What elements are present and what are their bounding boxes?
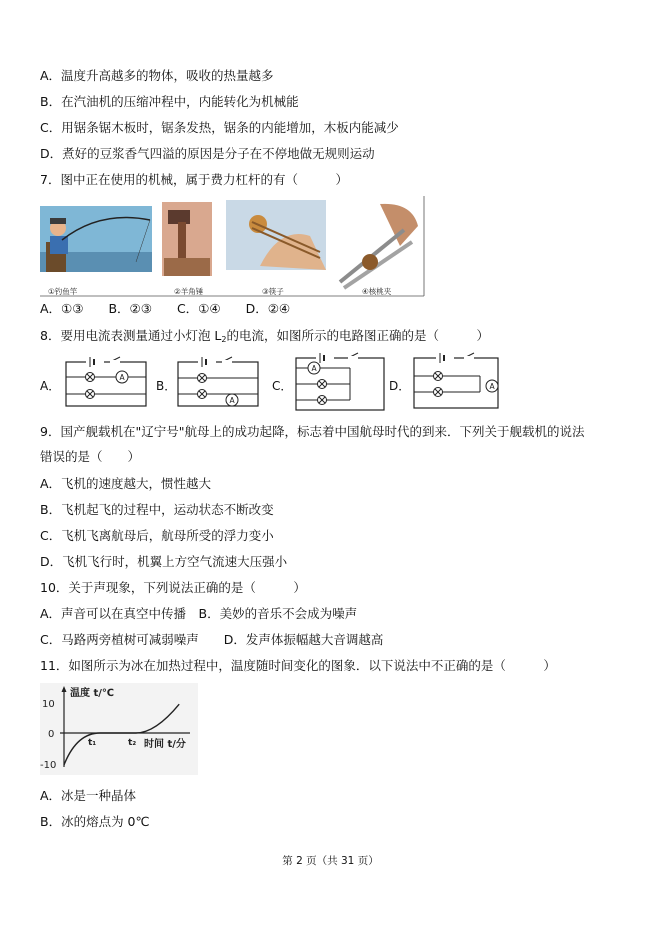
caption-fishing-rod: ①钓鱼竿 xyxy=(48,287,78,296)
page-footer: 第 2 页（共 31 页） xyxy=(282,855,379,867)
q8-label-a: A． xyxy=(40,379,61,393)
y-tick-minus-10: -10 xyxy=(40,760,57,771)
q8-label-b: B． xyxy=(156,379,177,393)
claw-hammer-image xyxy=(162,202,212,276)
q9-option-c: C．飞机飞离航母后，航母所受的浮力变小 xyxy=(40,528,274,543)
q11-option-b: B．冰的熔点为 0℃ xyxy=(40,814,150,829)
x-axis-label: 时间 t/分 xyxy=(144,739,186,750)
x-marker-t1: t₁ xyxy=(88,738,97,748)
q8-label-d: D． xyxy=(389,379,411,393)
q6-option-a: A．温度升高越多的物体，吸收的热量越多 xyxy=(40,68,274,83)
q11-option-a: A．冰是一种晶体 xyxy=(40,788,137,803)
q9-option-b: B．飞机起飞的过程中，运动状态不断改变 xyxy=(40,502,274,517)
y-axis-label: 温度 t/℃ xyxy=(70,688,115,699)
q7-lever-figures xyxy=(40,196,424,300)
circuit-d xyxy=(414,353,498,408)
q9-stem-line1: 9．国产舰载机在"辽宁号"航母上的成功起降，标志着中国航母时代的到来．下列关于舰载机的说法 xyxy=(40,424,585,439)
q7-options: A．①③ B．②③ C．①④ D．②④ xyxy=(40,301,291,316)
caption-chopsticks: ③筷子 xyxy=(262,287,284,296)
q8-label-c: C． xyxy=(272,379,293,393)
circuit-c xyxy=(296,353,384,410)
q6-option-c: C．用锯条锯木板时，锯条发热，锯条的内能增加，木板内能减少 xyxy=(40,120,399,135)
circuit-a xyxy=(66,357,146,406)
q8-stem: 8．要用电流表测量通过小灯泡 $L_2$的电流，如图所示的电路图正确的是（ ） xyxy=(40,328,490,344)
q11-stem: 11．如图所示为冰在加热过程中，温度随时间变化的图象．以下说法中不正确的是（ ） xyxy=(40,658,556,673)
q10-options-line2: C．马路两旁植树可减弱噪声 D．发声体振幅越大音调越高 xyxy=(40,632,384,647)
q10-stem: 10．关于声现象，下列说法正确的是（ ） xyxy=(40,580,306,595)
q9-stem-line2: 错误的是（ ） xyxy=(40,449,141,464)
chopsticks-image xyxy=(226,200,326,270)
y-tick-10: 10 xyxy=(42,699,55,710)
q6-option-b: B．在汽油机的压缩冲程中，内能转化为机械能 xyxy=(40,94,299,109)
q9-option-a: A．飞机的速度越大，惯性越大 xyxy=(40,476,212,491)
q9-option-d: D．飞机飞行时，机翼上方空气流速大压强小 xyxy=(40,554,288,569)
caption-claw-hammer: ②羊角锤 xyxy=(174,287,204,296)
caption-nutcracker: ④核桃夹 xyxy=(362,287,392,296)
q6-option-d: D．煮好的豆浆香气四溢的原因是分子在不停地做无规则运动 xyxy=(40,146,375,161)
circuit-b xyxy=(178,357,258,406)
nutcracker-image xyxy=(340,204,418,288)
fishing-rod-image xyxy=(40,206,152,272)
q10-options-line1: A．声音可以在真空中传播 B．美妙的音乐不会成为噪声 xyxy=(40,606,358,621)
y-tick-0: 0 xyxy=(48,729,55,740)
x-marker-t2: t₂ xyxy=(128,738,137,748)
temperature-time-graph xyxy=(40,683,200,777)
q8-circuit-diagrams: A xyxy=(60,354,660,416)
q7-stem: 7．图中正在使用的机械，属于费力杠杆的有（ ） xyxy=(40,172,348,187)
